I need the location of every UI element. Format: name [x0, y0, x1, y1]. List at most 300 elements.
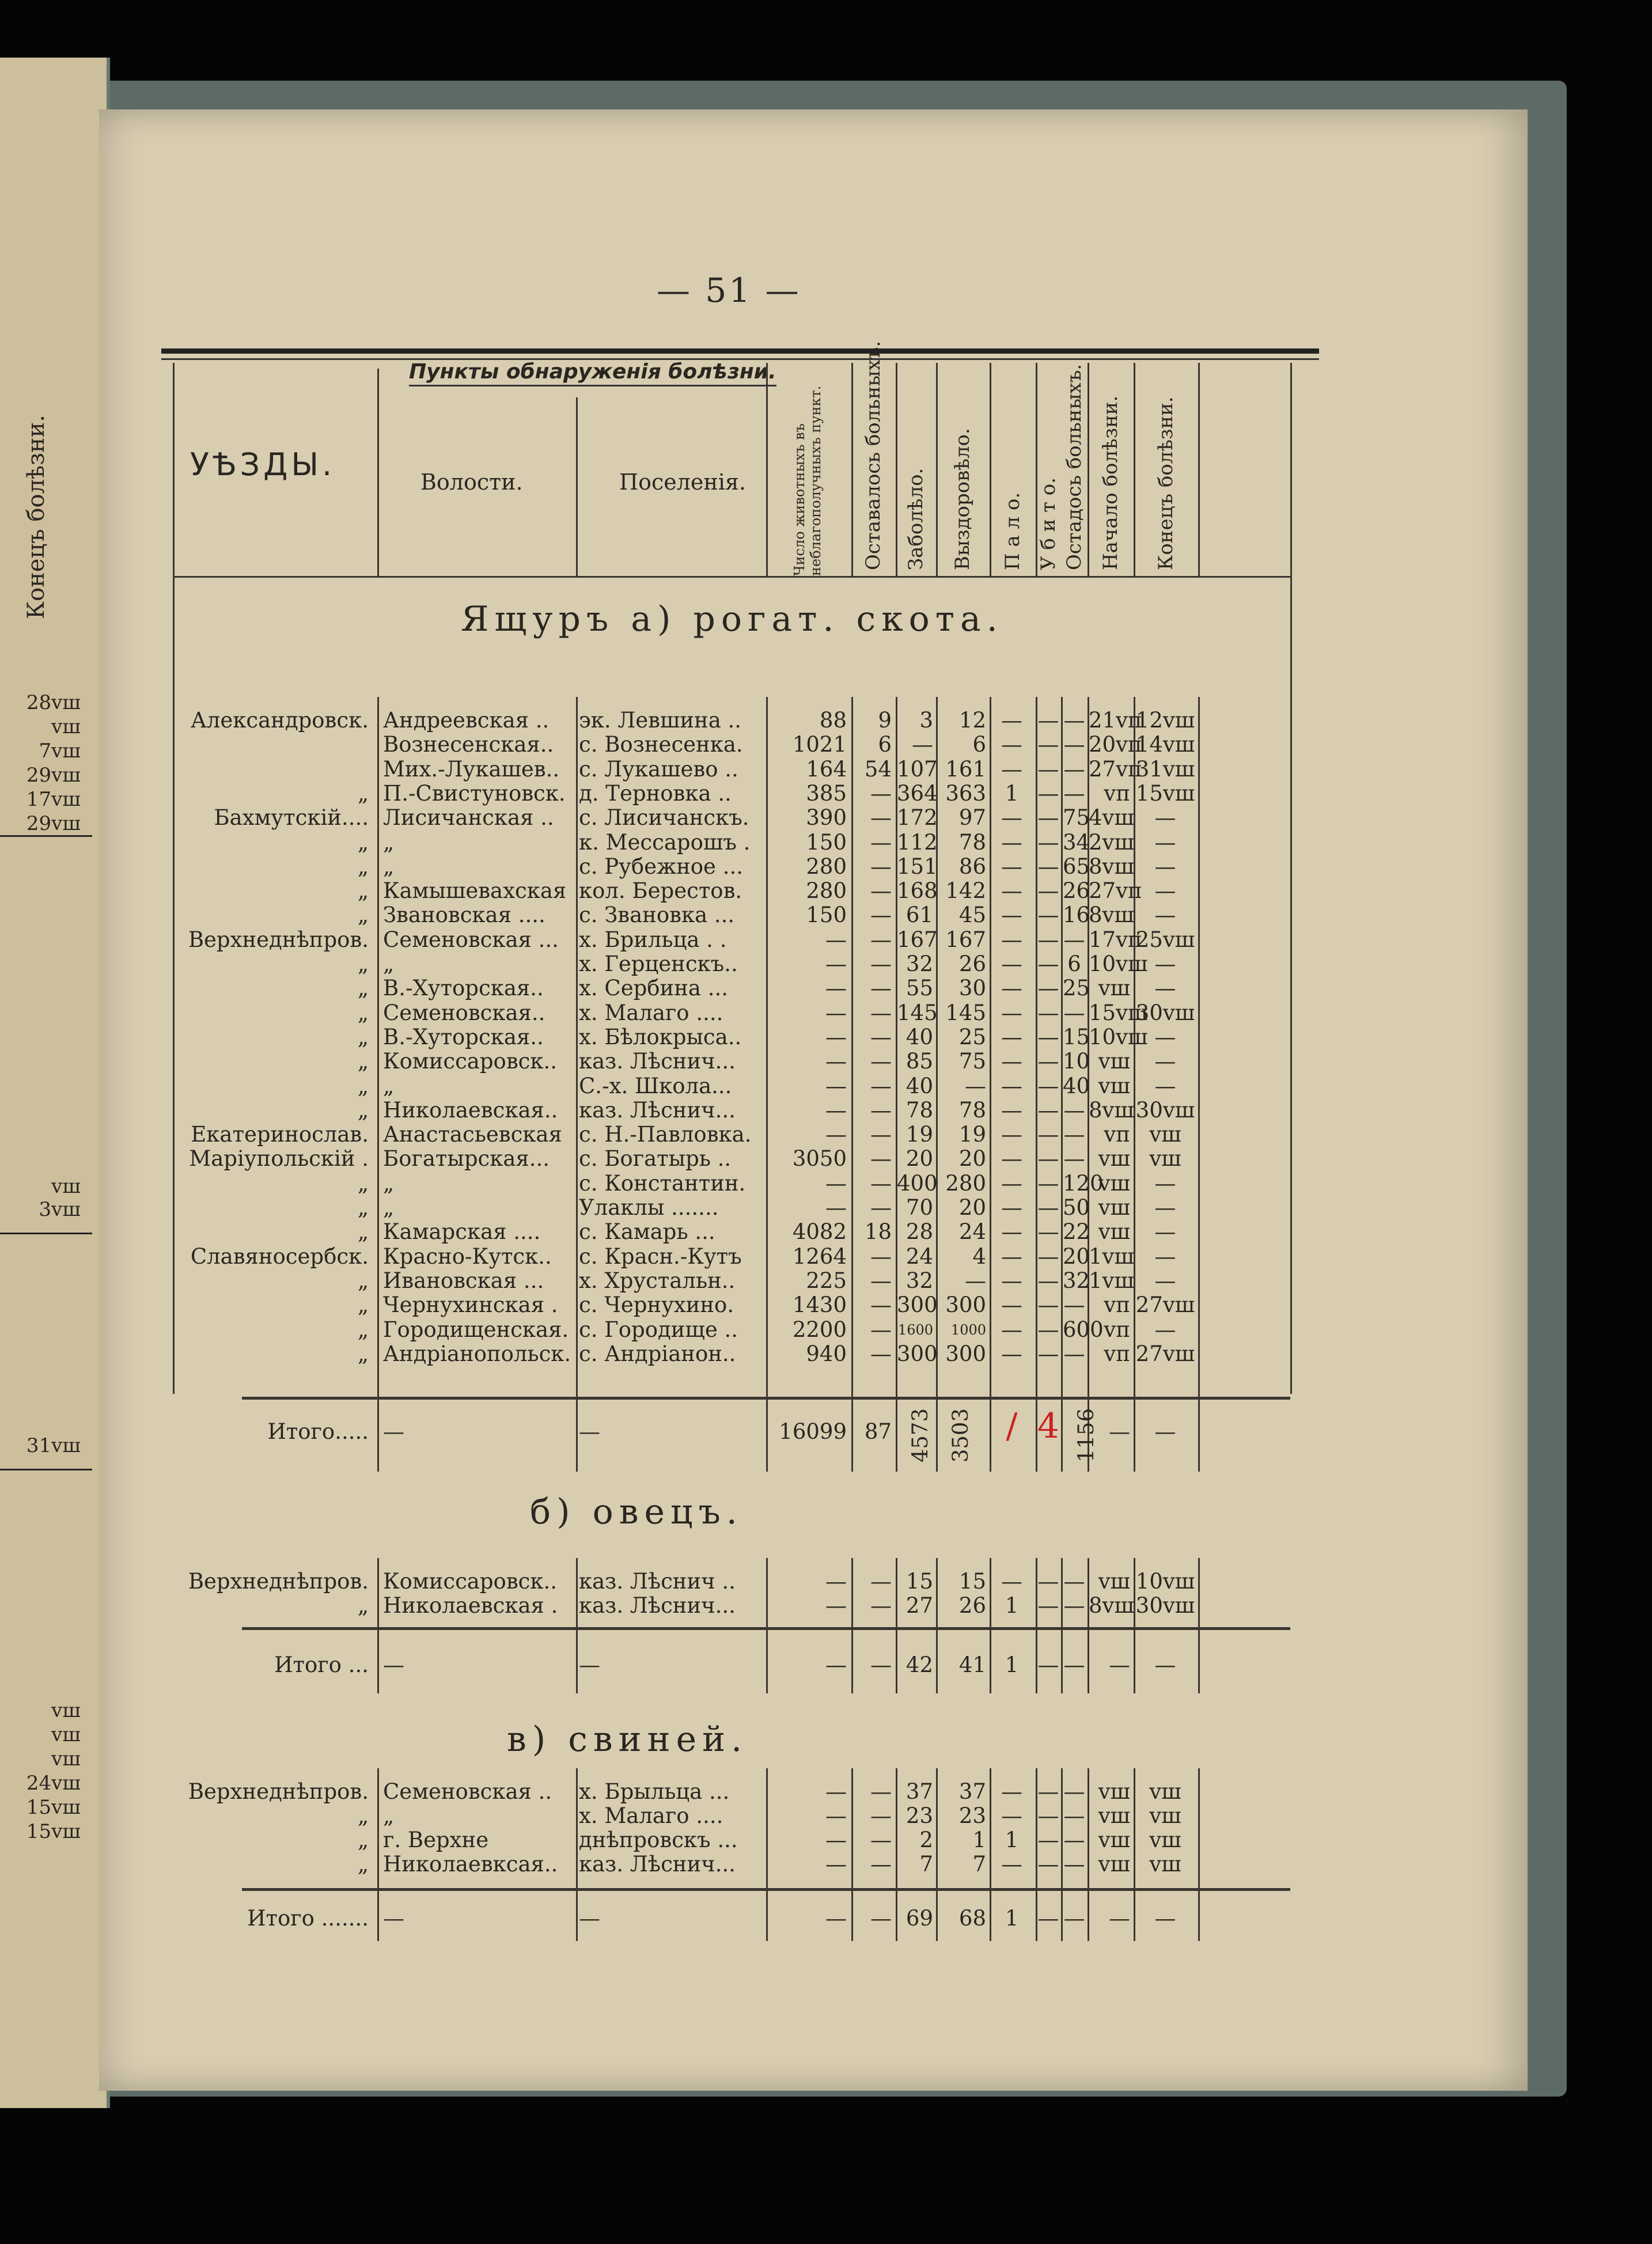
table-cell: „: [357, 1219, 369, 1245]
column-header: Выздоровѣло.: [951, 428, 974, 570]
table-cell: 280: [806, 854, 847, 879]
table-cell: —: [870, 1122, 892, 1147]
table-cell: „: [357, 1073, 369, 1098]
column-header: Начало болѣзни.: [1099, 395, 1122, 570]
table-cell: —: [1154, 1049, 1176, 1074]
table-cell: —: [825, 1803, 847, 1828]
header-punkty: Пункты обнаруженія болѣзни.: [409, 360, 776, 386]
table-cell: —: [1154, 1170, 1176, 1196]
column-header: Оставалось больныхъ.: [862, 340, 885, 570]
table-cell: —: [825, 1195, 847, 1220]
table-cell: 167: [897, 927, 938, 952]
table-cell: Камарская ....: [383, 1219, 541, 1245]
table-cell: 150: [806, 903, 847, 928]
table-cell: Улаклы .......: [579, 1195, 719, 1220]
table-cell: 23: [905, 1803, 933, 1828]
table-cell: 400: [897, 1170, 938, 1196]
table-cell: „: [383, 829, 395, 855]
table-cell: —: [870, 1852, 892, 1877]
table-cell: 120: [1063, 1170, 1104, 1196]
table-cell: vш: [1098, 1073, 1130, 1098]
table-cell: —: [870, 878, 892, 904]
table-cell: с. Вознесенка.: [579, 732, 743, 757]
table-cell: 1vш: [1089, 1268, 1134, 1293]
table-cell: —: [1037, 756, 1059, 782]
header-column-divider: [896, 363, 897, 576]
table-cell: —: [1154, 952, 1176, 976]
table-cell: vш: [1098, 1779, 1130, 1804]
table-cell: с. Богатырь ..: [579, 1146, 732, 1172]
table-cell: 2vш: [1089, 829, 1134, 855]
table-cell: 20vп: [1089, 732, 1142, 757]
total-cell: 4: [1037, 1406, 1060, 1446]
table-cell: vп: [1104, 1317, 1130, 1342]
table-cell: х. Сербина ...: [579, 976, 728, 1001]
table-cell: —: [870, 1170, 892, 1196]
table-cell: 70: [905, 1195, 933, 1220]
total-cell: 1: [1005, 1652, 1019, 1677]
table-cell: —: [1001, 927, 1022, 952]
table-cell: —: [870, 1268, 892, 1293]
table-cell: „: [357, 1803, 369, 1828]
table-cell: 385: [806, 780, 847, 806]
table-cell: 168: [897, 878, 938, 904]
table-cell: 88: [819, 708, 847, 733]
table-cell: —: [870, 1292, 892, 1318]
section-title: Ящуръ а) рогат. скота.: [461, 599, 1003, 639]
table-cell: —: [1063, 1852, 1085, 1877]
table-cell: П.-Свистуновск.: [383, 780, 566, 806]
table-cell: 12vш: [1135, 708, 1195, 733]
left-page-value: vш: [51, 1699, 81, 1722]
table-cell: 6: [878, 732, 892, 757]
table-cell: 1: [972, 1828, 986, 1852]
table-cell: г. Верхне: [383, 1828, 489, 1852]
table-cell: Верхнеднѣпров.: [188, 1569, 369, 1594]
table-cell: 26: [1063, 878, 1090, 904]
table-cell: —: [1001, 1122, 1022, 1147]
table-cell: —: [1063, 1292, 1085, 1318]
table-cell: х. Брыльца ...: [579, 1779, 730, 1804]
table-cell: 30: [958, 976, 986, 1001]
table-cell: х. Брильца . .: [579, 927, 727, 952]
table-cell: „: [357, 1195, 369, 1220]
table-cell: 26: [958, 952, 986, 976]
table-cell: —: [1037, 976, 1059, 1001]
left-page-header: Конецъ болѣзни.: [23, 415, 50, 619]
table-cell: —: [870, 1146, 892, 1172]
table-cell: х. Хрустальн..: [579, 1268, 736, 1293]
table-cell: „: [357, 1292, 369, 1318]
column-header: Заболѣло.: [904, 468, 927, 570]
table-cell: —: [1154, 1073, 1176, 1098]
table-cell: с. Рубежное ...: [579, 854, 743, 879]
table-cell: 112: [897, 829, 938, 855]
table-column-divider: [766, 1558, 768, 1693]
table-cell: —: [1063, 1779, 1085, 1804]
table-cell: —: [1001, 1317, 1022, 1342]
header-uezdy: УѢЗДЫ.: [190, 446, 336, 483]
table-right-border: [1290, 363, 1292, 1394]
table-cell: 9: [878, 708, 892, 733]
table-cell: —: [965, 1073, 986, 1098]
table-cell: —: [1037, 805, 1059, 831]
table-cell: 364: [897, 780, 938, 806]
table-cell: 1000: [950, 1321, 986, 1338]
table-cell: 20: [905, 1146, 933, 1172]
table-cell: 30vш: [1135, 1097, 1195, 1123]
header-column-divider: [576, 397, 578, 576]
table-cell: 300: [945, 1292, 986, 1318]
table-column-divider: [1198, 697, 1200, 1472]
table-column-divider: [576, 1558, 578, 1693]
table-cell: —: [1154, 1024, 1176, 1049]
table-cell: —: [1037, 829, 1059, 855]
table-cell: эк. Левшина ..: [579, 708, 742, 733]
header-column-divider: [766, 363, 768, 576]
table-cell: 6: [1067, 952, 1081, 976]
table-cell: vп: [1104, 1122, 1130, 1147]
table-cell: „: [383, 1195, 395, 1220]
table-cell: —: [1001, 829, 1022, 855]
table-cell: —: [1037, 1828, 1059, 1852]
header-column-divider: [851, 363, 853, 576]
header-bottom-rule: [173, 576, 1290, 578]
table-cell: 18: [864, 1219, 892, 1245]
left-page-fragment: [0, 58, 110, 2108]
table-cell: vп: [1104, 1292, 1130, 1318]
table-cell: —: [1154, 1268, 1176, 1293]
table-cell: —: [1037, 1779, 1059, 1804]
table-cell: Верхнеднѣпров.: [188, 927, 369, 952]
table-cell: vш: [1098, 1195, 1130, 1220]
table-cell: vш: [1149, 1122, 1181, 1147]
total-cell: Итого .......: [247, 1906, 369, 1931]
table-cell: —: [1154, 903, 1176, 928]
table-cell: —: [1037, 1195, 1059, 1220]
column-header: Конецъ болѣзни.: [1154, 396, 1177, 570]
table-cell: кол. Берестов.: [579, 878, 742, 904]
table-cell: —: [1154, 1195, 1176, 1220]
table-cell: 40: [905, 1073, 933, 1098]
table-cell: —: [1063, 1341, 1085, 1366]
table-cell: 280: [945, 1170, 986, 1196]
table-cell: vш: [1149, 1779, 1181, 1804]
table-cell: —: [870, 1341, 892, 1366]
table-cell: 10: [1063, 1049, 1090, 1074]
table-cell: —: [825, 1779, 847, 1804]
table-cell: —: [870, 780, 892, 806]
total-cell: —: [870, 1652, 892, 1677]
table-cell: —: [1001, 1049, 1022, 1074]
header-volosti: Волости.: [420, 469, 523, 495]
total-cell: 87: [864, 1419, 892, 1444]
table-cell: с. Н.-Павловка.: [579, 1122, 752, 1147]
table-cell: 7: [972, 1852, 986, 1877]
table-cell: —: [1001, 1097, 1022, 1123]
table-cell: —: [870, 927, 892, 952]
table-cell: —: [825, 1593, 847, 1618]
table-cell: —: [1001, 1195, 1022, 1220]
table-cell: 61: [905, 903, 933, 928]
table-cell: 1430: [792, 1292, 847, 1318]
table-cell: 4: [972, 1244, 986, 1269]
header-column-divider: [1134, 363, 1135, 576]
table-cell: „: [357, 854, 369, 879]
table-column-divider: [576, 1768, 578, 1941]
table-cell: —: [1154, 1244, 1176, 1269]
table-cell: —: [1001, 1268, 1022, 1293]
table-cell: 75: [958, 1049, 986, 1074]
total-cell: 1: [1005, 1906, 1019, 1931]
total-cell: 68: [958, 1906, 986, 1931]
table-cell: —: [1001, 1146, 1022, 1172]
table-cell: 7: [919, 1852, 933, 1877]
table-cell: —: [1037, 1024, 1059, 1049]
table-cell: —: [825, 1828, 847, 1852]
table-cell: —: [1001, 1779, 1022, 1804]
section-total-rule: [242, 1888, 1290, 1891]
total-cell: 69: [905, 1906, 933, 1931]
table-cell: —: [1154, 1219, 1176, 1245]
header-column-divider: [1088, 363, 1089, 576]
table-cell: —: [1001, 732, 1022, 757]
table-cell: 15vш: [1135, 780, 1195, 806]
table-cell: с. Камарь ...: [579, 1219, 715, 1245]
table-cell: Николаевская .: [383, 1593, 558, 1618]
table-cell: 78: [905, 1097, 933, 1123]
table-cell: vш: [1098, 1170, 1130, 1196]
table-cell: 23: [958, 1803, 986, 1828]
table-cell: —: [1037, 854, 1059, 879]
table-cell: 40: [905, 1024, 933, 1049]
table-cell: —: [825, 1073, 847, 1098]
table-cell: 8vш: [1089, 1097, 1134, 1123]
table-cell: „: [357, 1852, 369, 1877]
table-cell: 28: [905, 1219, 933, 1245]
total-cell: Итого ...: [274, 1652, 369, 1677]
table-cell: 24: [958, 1219, 986, 1245]
total-cell: —: [1037, 1906, 1059, 1931]
table-cell: 50: [1063, 1195, 1090, 1220]
total-cell: —: [383, 1419, 404, 1444]
table-cell: „: [383, 1803, 395, 1828]
total-cell: —: [1154, 1652, 1176, 1677]
table-cell: —: [1001, 708, 1022, 733]
table-cell: каз. Лѣснич...: [579, 1852, 736, 1877]
table-cell: 4082: [792, 1219, 847, 1245]
table-cell: „: [357, 1341, 369, 1366]
table-cell: —: [825, 1000, 847, 1025]
left-page-value: 7vш: [39, 740, 81, 763]
table-cell: 27vп: [1089, 756, 1142, 782]
table-cell: —: [1037, 1292, 1059, 1318]
table-cell: —: [870, 1828, 892, 1852]
table-cell: —: [870, 1097, 892, 1123]
table-cell: Семеновская ..: [383, 1779, 552, 1804]
table-cell: с. Андріанон..: [579, 1341, 736, 1366]
table-cell: —: [1037, 1244, 1059, 1269]
table-cell: „: [357, 1097, 369, 1123]
table-cell: —: [1037, 1122, 1059, 1147]
table-cell: —: [825, 1024, 847, 1049]
table-cell: 25: [1063, 976, 1090, 1001]
table-left-border: [173, 363, 175, 1394]
table-cell: —: [1001, 903, 1022, 928]
total-cell: 4573: [908, 1408, 933, 1463]
table-cell: 40: [1063, 1073, 1090, 1098]
table-cell: 300: [945, 1341, 986, 1366]
table-cell: vп: [1104, 780, 1130, 806]
table-cell: 225: [806, 1268, 847, 1293]
table-cell: 161: [945, 756, 986, 782]
table-cell: 20: [1063, 1244, 1090, 1269]
column-header: Число животныхъ въ неблагополучныхъ пункт.: [791, 385, 824, 576]
table-cell: —: [1154, 878, 1176, 904]
table-cell: 15vш: [1089, 1000, 1148, 1025]
total-cell: —: [1063, 1906, 1085, 1931]
header-column-divider: [990, 363, 991, 576]
table-cell: —: [1063, 1569, 1085, 1594]
table-cell: —: [870, 1593, 892, 1618]
table-cell: —: [1001, 1219, 1022, 1245]
table-cell: 150: [806, 829, 847, 855]
table-cell: 27vш: [1135, 1341, 1195, 1366]
table-cell: 145: [897, 1000, 938, 1025]
total-cell: Итого.....: [267, 1419, 369, 1444]
total-cell: 3503: [948, 1408, 973, 1463]
table-column-divider: [1198, 1558, 1200, 1693]
table-cell: 6: [972, 732, 986, 757]
table-cell: 54: [864, 756, 892, 782]
table-cell: 32: [905, 1268, 933, 1293]
total-cell: 16099: [779, 1419, 847, 1444]
table-cell: „: [357, 1049, 369, 1074]
table-cell: „: [357, 976, 369, 1001]
table-cell: vп: [1104, 1341, 1130, 1366]
table-cell: 8vш: [1089, 903, 1134, 928]
table-cell: д. Терновка ..: [579, 780, 732, 806]
table-cell: 363: [945, 780, 986, 806]
table-cell: Александровск.: [190, 708, 369, 733]
table-cell: „: [357, 1024, 369, 1049]
total-cell: /: [1006, 1406, 1018, 1446]
table-cell: —: [1001, 756, 1022, 782]
table-cell: 97: [958, 805, 986, 831]
section-total-rule: [242, 1627, 1290, 1630]
table-cell: „: [357, 878, 369, 904]
table-cell: —: [1037, 780, 1059, 806]
table-cell: 27vп: [1089, 878, 1142, 904]
table-cell: 25: [958, 1024, 986, 1049]
table-cell: 24: [905, 1244, 933, 1269]
table-cell: 1: [1005, 780, 1019, 806]
table-cell: 37: [905, 1779, 933, 1804]
column-header: Остадось больныхъ.: [1063, 363, 1086, 570]
table-cell: —: [1001, 976, 1022, 1001]
table-cell: —: [1063, 1146, 1085, 1172]
table-cell: х. Бѣлокрыса..: [579, 1024, 742, 1049]
table-cell: Лисичанская ..: [383, 805, 554, 831]
column-header: П а л о.: [1001, 492, 1024, 570]
table-cell: 1: [1005, 1593, 1019, 1618]
table-cell: —: [1037, 1097, 1059, 1123]
table-cell: Комиссаровск..: [383, 1569, 558, 1594]
table-cell: —: [1001, 1803, 1022, 1828]
table-cell: —: [870, 1000, 892, 1025]
table-cell: —: [1037, 708, 1059, 733]
table-cell: —: [1037, 1073, 1059, 1098]
table-cell: —: [1037, 1852, 1059, 1877]
table-cell: vш: [1098, 1219, 1130, 1245]
table-cell: —: [870, 805, 892, 831]
total-cell: —: [1154, 1906, 1176, 1931]
table-cell: vш: [1098, 1569, 1130, 1594]
header-column-divider: [936, 363, 938, 576]
table-cell: 1600: [897, 1321, 933, 1338]
table-cell: —: [1037, 927, 1059, 952]
table-cell: 10vш: [1089, 952, 1148, 976]
table-cell: Маріупольскій .: [189, 1146, 369, 1172]
table-cell: 107: [897, 756, 938, 782]
table-cell: В.-Хуторская..: [383, 1024, 544, 1049]
table-cell: vш: [1149, 1852, 1181, 1877]
table-cell: с. Звановка ...: [579, 903, 735, 928]
table-cell: Верхнеднѣпров.: [188, 1779, 369, 1804]
header-poseleniya: Поселенія.: [619, 469, 746, 495]
table-cell: —: [825, 952, 847, 976]
table-cell: —: [1063, 756, 1085, 782]
left-page-value: 3vш: [39, 1198, 81, 1221]
table-cell: —: [870, 1049, 892, 1074]
table-cell: —: [825, 927, 847, 952]
table-cell: —: [1001, 1341, 1022, 1366]
table-cell: —: [1037, 1803, 1059, 1828]
table-cell: 8vш: [1089, 854, 1134, 879]
table-cell: —: [870, 1244, 892, 1269]
table-cell: —: [825, 1049, 847, 1074]
table-cell: каз. Лѣснич...: [579, 1593, 736, 1618]
table-cell: 78: [958, 1097, 986, 1123]
table-cell: —: [1001, 805, 1022, 831]
table-cell: 65: [1063, 854, 1090, 879]
table-cell: „: [357, 1828, 369, 1852]
table-cell: 14vш: [1135, 732, 1195, 757]
table-cell: Андреевская ..: [383, 708, 550, 733]
table-cell: 1264: [792, 1244, 847, 1269]
table-cell: —: [1063, 1593, 1085, 1618]
table-cell: 78: [958, 829, 986, 855]
table-cell: 4vш: [1089, 805, 1134, 831]
table-cell: —: [1154, 829, 1176, 855]
table-cell: Ивановская ...: [383, 1268, 544, 1293]
table-cell: —: [1063, 708, 1085, 733]
table-cell: с. Лисичанскъ.: [579, 805, 749, 831]
table-cell: х. Герценскъ..: [579, 952, 738, 976]
table-cell: 145: [945, 1000, 986, 1025]
table-cell: vш: [1098, 976, 1130, 1001]
table-cell: —: [1037, 1000, 1059, 1025]
table-cell: —: [1001, 1170, 1022, 1196]
table-cell: —: [825, 1170, 847, 1196]
table-cell: 167: [945, 927, 986, 952]
left-page-value: 31vш: [26, 1434, 81, 1457]
left-page-value: vш: [51, 1175, 81, 1198]
left-page-rule: [0, 1469, 92, 1470]
total-cell: —: [1109, 1419, 1130, 1444]
left-page-rule: [0, 835, 92, 837]
table-cell: —: [1001, 1292, 1022, 1318]
